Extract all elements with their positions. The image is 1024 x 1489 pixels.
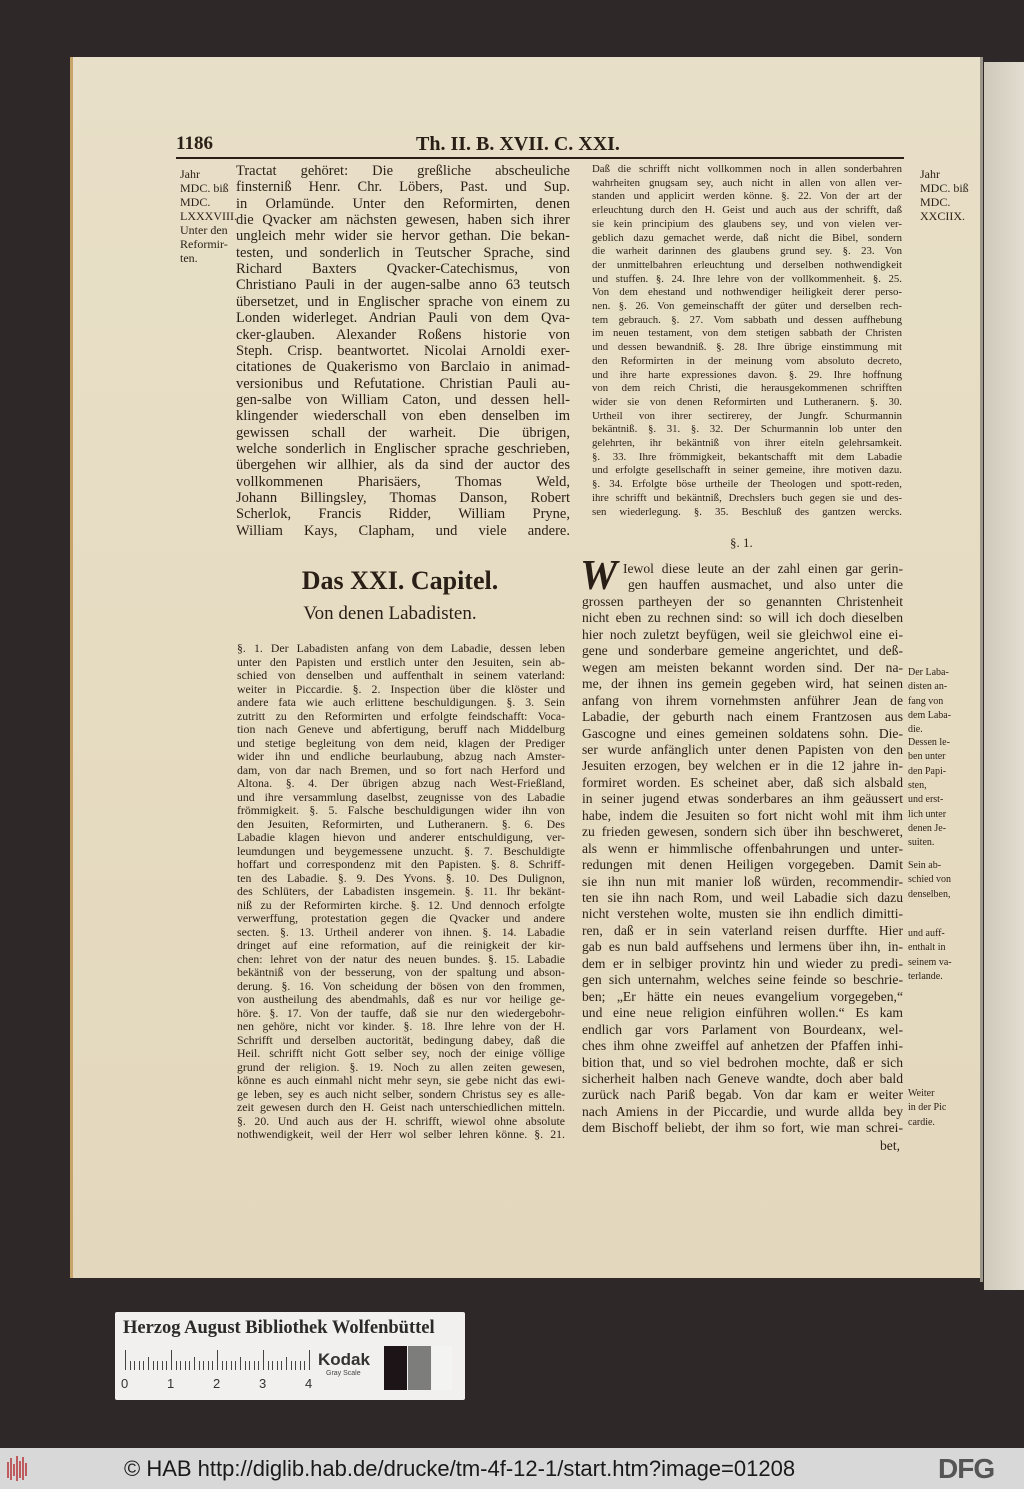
margin-note-line: MDC. biß bbox=[920, 181, 969, 195]
text-line: Labadie klagen hievon und anderer entschuldigung, ver- bbox=[237, 830, 565, 844]
ruler-tick bbox=[222, 1361, 223, 1370]
text-line: niß zu der Reformirten kirche. §. 12. Und dennoch erfolgte bbox=[237, 897, 565, 912]
ruler-number: 4 bbox=[305, 1376, 313, 1391]
library-name: Herzog August Bibliothek Wolfenbüttel bbox=[123, 1318, 435, 1338]
margin-note-line: disten an- bbox=[908, 681, 948, 693]
right-column-top bbox=[592, 163, 902, 519]
ruler-tick bbox=[240, 1357, 241, 1370]
text-line: finsterniß Henr. Chr. Löbers, Past. und Sup. bbox=[236, 179, 570, 196]
chapter-summary bbox=[237, 641, 565, 1141]
text-line: secten. §. 13. Urtheil anderer von ihnen. §. 14. Labadie bbox=[237, 924, 565, 939]
ruler-tick bbox=[139, 1361, 140, 1370]
text-line: Jesuiten erzogen, bey welchen er in die 12 jahre in- bbox=[582, 758, 903, 774]
gray-scale-text: Gray Scale bbox=[326, 1370, 361, 1377]
ruler-number: 0 bbox=[121, 1376, 129, 1391]
text-line: wahrheiten gnugsam sey, auch nicht in allen von allen ver- bbox=[592, 176, 902, 189]
margin-note-line: Weiter bbox=[908, 1088, 935, 1099]
ruler-tick bbox=[194, 1357, 195, 1370]
text-line: hoffart und correspondenz mit den Papisten. §. 8. Schriff- bbox=[237, 857, 565, 871]
ruler-tick bbox=[277, 1361, 278, 1370]
text-line: bekäntniß von der besserung, von der spaltung und abson- bbox=[237, 965, 565, 979]
ruler-tick bbox=[199, 1361, 200, 1370]
text-line: übersetzet, und in Englischer sprache von einem zu bbox=[236, 293, 570, 310]
text-line: die warheit darinnen des glaubens grund sey. §. 23. Von bbox=[592, 245, 902, 258]
ruler-tick bbox=[189, 1361, 190, 1370]
margin-note-line: und erst- bbox=[908, 794, 944, 806]
chapter-title: Das XXI. Capitel. bbox=[301, 566, 499, 595]
text-line: §. 20. Und auch aus der H. schrifft, wiewol ohne absolute bbox=[237, 1113, 565, 1128]
text-line: habe, indem die Jesuiten so fort nicht wohl mit ihm bbox=[582, 807, 903, 823]
text-line: cker-glauben. Alexander Roßens historie von bbox=[236, 326, 570, 343]
margin-note-line: seinem va- bbox=[908, 956, 952, 968]
margin-note-line: und auff- bbox=[908, 928, 945, 939]
text-line: könne es auch einmahl nicht mehr seyn, sie gebe nicht das ewi- bbox=[237, 1073, 565, 1087]
header-rule bbox=[176, 157, 904, 159]
ruler-tick bbox=[125, 1350, 126, 1370]
text-line: verwerffung, protestation gegen die Qvacker und andere bbox=[237, 911, 565, 925]
ruler-tick bbox=[134, 1361, 135, 1370]
text-line: bekäntniß. §. 31. §. 32. Der Schurmannin lob unter den bbox=[592, 423, 902, 436]
text-line: den Jesuiten, Reformirten, und Lutheranern. §. 6. Des bbox=[237, 816, 565, 831]
adjacent-page-edge bbox=[984, 62, 1024, 1290]
text-line: der unmittelbahren erleuchtung und derselben nothwendigkeit bbox=[592, 258, 902, 271]
text-line: §. 1. Der Labadisten anfang von dem Labadie, dessen leben bbox=[237, 641, 565, 655]
margin-note-line: terlande. bbox=[908, 970, 943, 982]
margin-note-line: in der Pic bbox=[908, 1102, 947, 1114]
text-line: standen und applicirt werden könne. §. 22. Von der art der bbox=[592, 190, 902, 203]
ruler-tick bbox=[304, 1361, 305, 1370]
text-line: zutritt zu den Reformirten und erfolgte feindschafft: Voca- bbox=[237, 708, 565, 723]
ruler bbox=[125, 1350, 315, 1370]
text-line: klingender wiederschall von eben denselben im bbox=[236, 408, 570, 425]
text-line: dem Bischoff beliebt, der ihm so fort, wie man schrei- bbox=[582, 1120, 903, 1136]
text-line: §. 33. Ihre frömmigkeit, bekantschafft mit dem Labadie bbox=[592, 450, 902, 463]
ruler-tick bbox=[272, 1361, 273, 1370]
text-line: erleuchtung durch den H. Geist und auch aus der schrifft, daß bbox=[592, 204, 902, 217]
text-line: hier noch zuletzt beyfügen, weil sie gleichwol eine ei- bbox=[582, 626, 903, 642]
text-line: Daß die schrifft nicht vollkommen noch in allen sonderbahren bbox=[592, 163, 902, 175]
text-line: endlich gar vors Parlament von Bourdeanx, wel- bbox=[582, 1021, 903, 1037]
gray-swatch bbox=[432, 1346, 452, 1390]
text-line: §. 34. Erfolgte böse urtheile der Theologen und spott-reden, bbox=[592, 478, 902, 491]
page-number: 1186 bbox=[176, 133, 213, 154]
margin-note-line: sten, bbox=[908, 779, 927, 791]
text-line: von austheilung des abendmahls, daß es nur vor heilige ge- bbox=[237, 992, 565, 1006]
text-line: den Reformirten in der meinung vom absoluto decreto, bbox=[592, 354, 902, 367]
margin-note-line: dem Laba- bbox=[908, 709, 952, 721]
margin-note-line: fang von bbox=[908, 695, 944, 707]
margin-note-line: Sein ab- bbox=[908, 860, 942, 871]
kodak-logo: Kodak bbox=[318, 1350, 370, 1369]
margin-note-line: MDC. biß bbox=[180, 181, 229, 195]
text-line: citationes de Quakerismo von Barclaio in animad- bbox=[236, 359, 570, 376]
text-line: Richard Baxters Qvacker-Catechismus, von bbox=[236, 261, 570, 278]
chapter-subtitle: Von denen Labadisten. bbox=[303, 603, 477, 624]
text-line: wider sie von denen Reformirten und Lutheranern. §. 30. bbox=[592, 395, 902, 408]
text-line: Urtheil von ihrer sectirerey, der Jungfr. Schurmannin bbox=[592, 409, 902, 422]
text-line: gen hauffen ausmachet, und also unter die bbox=[628, 577, 903, 593]
margin-note-line: LXXXVIII. bbox=[180, 209, 237, 223]
text-line: geblich dazu gemachet werde, daß nicht die Bibel, sondern bbox=[592, 231, 902, 244]
text-line: nach Amiens in der Piccardie, und wurde allda bey bbox=[582, 1103, 903, 1119]
text-line: Tractat gehöret: Die greßliche abscheuliche bbox=[236, 163, 570, 179]
text-line: Johann Billingsley, Thomas Danson, Robert bbox=[236, 490, 570, 506]
ruler-tick bbox=[153, 1361, 154, 1370]
margin-note-line: Jahr bbox=[180, 167, 200, 181]
ruler-tick bbox=[157, 1361, 158, 1370]
ruler-tick bbox=[180, 1361, 181, 1370]
text-line: ser wurde anfänglich unter denen Papisten von den bbox=[582, 741, 903, 757]
ruler-tick bbox=[226, 1361, 227, 1370]
text-line: ihre schrifft und bekäntniß, Drechslers buch gegen sie und des- bbox=[592, 491, 902, 504]
margin-note-line: lich unter bbox=[908, 808, 947, 820]
dfg-logo: DFG bbox=[938, 1453, 995, 1484]
margin-note-line: denselben, bbox=[908, 888, 951, 900]
gray-swatch bbox=[408, 1346, 431, 1390]
text-line: zeit gewesen durch den H. Geist nach unterschiedlichen mitteln. bbox=[237, 1100, 565, 1114]
ruler-tick bbox=[249, 1361, 250, 1370]
ruler-number: 1 bbox=[167, 1376, 175, 1391]
margin-note-line: cardie. bbox=[908, 1116, 935, 1128]
ruler-tick bbox=[254, 1361, 255, 1370]
text-line: dringet auf eine reformation, auf die reinigkeit der kir- bbox=[237, 938, 565, 952]
ruler-tick bbox=[231, 1361, 232, 1370]
text-line: gen sich unternahm, welches seine feinde so beschrie- bbox=[582, 972, 903, 988]
text-line: sicherheit halben nach Geneve wandte, doch aber bald bbox=[582, 1070, 903, 1086]
text-line: frömmigkeit. §. 5. Falsche beschuldigungen wider ihn von bbox=[237, 803, 565, 817]
text-line: ches ihm ohne zweiffel auf anhetzen der Pfaffen inhi- bbox=[582, 1038, 903, 1054]
ruler-tick bbox=[295, 1361, 296, 1370]
footer-bar bbox=[0, 1448, 1024, 1489]
margin-note-line: ten. bbox=[180, 251, 198, 265]
text-line: grossen partheyen der so genannten Christenheit bbox=[582, 593, 903, 609]
text-line: wegen am meisten bekannt worden sind. Der na- bbox=[582, 659, 903, 675]
page-edge bbox=[980, 57, 983, 1282]
text-line: und erfolgte gesellschafft in seiner gemeine, ihre motiven dazu. bbox=[592, 464, 902, 477]
ruler-number: 3 bbox=[259, 1376, 267, 1391]
text-line: chen: lehret von der natur des neuen bundes. §. 15. Labadie bbox=[237, 951, 565, 966]
text-line: testen, und sonderlich in Teutscher Sprache, sind bbox=[236, 244, 570, 261]
text-line: nicht verstehen wolte, musten sie ihn endlich dimitti- bbox=[582, 906, 903, 922]
ruler-tick bbox=[203, 1361, 204, 1370]
text-line: ren, daß er in sein vaterland reisen durffte. Hier bbox=[582, 922, 903, 938]
ruler-tick bbox=[286, 1357, 287, 1370]
ruler-tick bbox=[143, 1361, 144, 1370]
text-line: redungen mit denen Heiligen vorgegeben. Damit bbox=[582, 857, 903, 873]
left-column-top bbox=[236, 163, 570, 539]
gray-swatch bbox=[384, 1346, 407, 1390]
margin-note-line: suiten. bbox=[908, 837, 935, 849]
text-line: in seiner jugend etwas sonderbares an ihm geäussert bbox=[582, 791, 903, 807]
text-line: tion nach Geneve und abfertigung, beruff nach Middelburg bbox=[237, 722, 565, 736]
ruler-tick bbox=[235, 1361, 236, 1370]
ruler-tick bbox=[130, 1361, 131, 1370]
margin-note-line: Reformir- bbox=[180, 237, 228, 251]
ruler-tick bbox=[263, 1350, 264, 1370]
text-line: formiret worden. Es scheinet aber, daß sich alsbald bbox=[582, 774, 903, 790]
text-line: nicht eben zu rechnen sind: so will ich doch dieselben bbox=[582, 610, 903, 626]
text-line: gewissen schall der warheit. Die übrigen, bbox=[236, 424, 570, 441]
text-line: höre. §. 17. Von der tauffe, daß sie nur den wiedergebohr- bbox=[237, 1005, 565, 1020]
text-line: gab es nun bald auffsehens und lermens über ihn, in- bbox=[582, 939, 903, 955]
ruler-tick bbox=[148, 1357, 149, 1370]
text-line: Christiano Pauli in der augen-salbe anno 63 teutsch bbox=[236, 277, 570, 294]
ruler-tick bbox=[300, 1361, 301, 1370]
margin-note-line: MDC. bbox=[920, 195, 951, 209]
text-line: zu frieden gewesen, sondern sich über ihn beschweret, bbox=[582, 824, 903, 840]
margin-note-line: die. bbox=[908, 724, 923, 736]
margin-note-line: denen Je- bbox=[908, 822, 947, 834]
text-line: zurück nach Pariß begab. Von dar kam er weiter bbox=[582, 1087, 903, 1103]
text-line: sie kein principium des glaubens sey, und von vielen ver- bbox=[592, 217, 902, 230]
ruler-tick bbox=[281, 1361, 282, 1370]
text-line: ge leben, sey es auch nicht selber, sondern Christus sey es alle- bbox=[237, 1086, 565, 1101]
text-line: weiter in Piccardie. §. 2. Inspection über die klöster und bbox=[237, 681, 565, 696]
text-line: sen wiederlegung. §. 35. Beschluß des gantzen wercks. bbox=[592, 505, 902, 518]
ruler-tick bbox=[171, 1350, 172, 1370]
ruler-tick bbox=[185, 1361, 186, 1370]
text-line: dam, von dar nach Bremen, und so fort nach Herford und bbox=[237, 762, 565, 777]
text-line: bition that, und so viel bedrohen mochte, daß er sich bbox=[582, 1054, 903, 1070]
text-line: und stetige begleitung von dem neid, klagen der Prediger bbox=[237, 735, 565, 750]
ruler-tick bbox=[245, 1361, 246, 1370]
margin-note-line: Unter den bbox=[180, 223, 228, 237]
margin-note-line: schied von bbox=[908, 874, 952, 886]
scale-label bbox=[115, 1312, 465, 1400]
text-line: nen. §. 26. Von gemeinschafft der güter und derselben rech- bbox=[592, 300, 902, 312]
text-line: ten des Labadie. §. 9. Des Yvons. §. 10. Des Dulignon, bbox=[237, 870, 565, 885]
text-line: des Schlüters, der Labadisten insgemein. §. 11. Ihr bekänt- bbox=[237, 884, 565, 898]
text-line: Altona. §. 4. Der übrigen abzug nach West-Frießland, bbox=[237, 776, 565, 790]
ruler-tick bbox=[208, 1361, 209, 1370]
text-line: Scherlok, Francis Ridder, William Pryne, bbox=[236, 506, 570, 523]
ruler-tick bbox=[212, 1361, 213, 1370]
margin-note-line: MDC. bbox=[180, 195, 211, 209]
text-line: gen-salbe von William Caton, und dessen hell- bbox=[236, 391, 570, 408]
catchword: bet, bbox=[880, 1138, 901, 1153]
text-line: andere fata wie auch erlittene beschuldigungen. §. 3. Sein bbox=[237, 695, 565, 709]
text-line: in Orlamünde. Unter den Reformirten, denen bbox=[236, 195, 570, 212]
text-line: und dessen bewandniß. §. 28. Ihre übrige einstimmung mit bbox=[592, 341, 902, 354]
text-line: William Kays, Clapham, und viele andere. bbox=[236, 522, 570, 539]
running-title: Th. II. B. XVII. C. XXI. bbox=[416, 133, 620, 155]
text-line: Labadie, der geburth nach einem Frantzosen aus bbox=[582, 709, 903, 725]
text-line: sie ihn nun mit manier loß würden, recommendir- bbox=[582, 873, 903, 889]
margin-note-line: enthalt in bbox=[908, 942, 946, 954]
text-line: als wenn er himmlische offenbahrungen und unter- bbox=[582, 840, 903, 856]
ruler-tick bbox=[217, 1350, 218, 1370]
margin-note-line: Jahr bbox=[920, 167, 940, 181]
ruler-tick bbox=[309, 1350, 310, 1370]
copyright-link[interactable]: © HAB http://diglib.hab.de/drucke/tm-4f-12-1/start.htm?image=01208 bbox=[124, 1456, 796, 1481]
margin-note-line: XXCIIX. bbox=[920, 209, 965, 223]
text-line: übergehen wir allhier, als da sind der auctor des bbox=[236, 457, 570, 474]
margin-note-line: Dessen le- bbox=[908, 737, 950, 748]
ruler-tick bbox=[268, 1361, 269, 1370]
text-line: die Qvacker am nächsten gewesen, haben sich ihrer bbox=[236, 212, 570, 229]
margin-note-line: ben unter bbox=[908, 751, 946, 763]
text-line: nen gehöre, nicht vor kinder. §. 18. Ihre lehre von der H. bbox=[237, 1019, 565, 1033]
text-line: gelehrten, ihr bekäntniß von ihrer eiteln gelehrsamkeit. bbox=[592, 437, 902, 449]
ruler-tick bbox=[258, 1361, 259, 1370]
text-line: ungleich mehr wider sie hervor gethan. Die bekan- bbox=[236, 228, 570, 245]
text-line: und eine neue religion einführen wollen.“ Es kam bbox=[582, 1005, 903, 1021]
text-line: Schrifft und derselben auctorität, bedingung dabey, daß die bbox=[237, 1032, 565, 1047]
text-line: leumdungen und beygemessene unzucht. §. 7. Beschuldigte bbox=[237, 843, 565, 858]
text-line: und ihre versammlung daselbst, zeugnisse von des Labadie bbox=[237, 789, 565, 804]
text-line: Iewol diese leute an der zahl einen gar gerin- bbox=[623, 561, 903, 576]
ruler-tick bbox=[291, 1361, 292, 1370]
ruler-number: 2 bbox=[213, 1376, 221, 1391]
drop-cap: W bbox=[580, 553, 618, 599]
text-line: anfang von ihrem vornehmsten anführer Jean de bbox=[582, 692, 903, 708]
text-line: wider ihn und endliche beurlaubung, abzug nach Amster- bbox=[237, 749, 565, 763]
text-line: welche sonderlich in Englischer sprache geschrieben, bbox=[236, 440, 570, 457]
chapter-body bbox=[582, 561, 903, 1137]
text-line: im neuen testament, von dem stetigen sabbath der Christen bbox=[592, 327, 902, 340]
text-line: ten sie ihn nach Rom, und weil Labadie sich dazu bbox=[582, 890, 903, 905]
margin-note-line: den Papi- bbox=[908, 765, 947, 777]
text-line: und ihre harte expressiones davon. §. 29. Ihre hoffnung bbox=[592, 368, 902, 381]
text-line: ben; „Er hätte ein neues evangelium vorgegeben,“ bbox=[582, 988, 903, 1004]
text-line: unter den Papisten und erstlich unter den Jesuiten, sein ab- bbox=[237, 654, 565, 669]
hab-logo-icon bbox=[6, 1454, 28, 1482]
text-line: me, der ihnen ins gemein gegeben wird, hat seinen bbox=[582, 676, 903, 692]
text-line: schied von denselben und auffenthalt in seinem vaterland: bbox=[237, 668, 565, 682]
margin-note-line: Der Laba- bbox=[908, 667, 949, 678]
ruler-tick bbox=[162, 1361, 163, 1370]
text-line: nothwendigkeit, weil der Herr wol selber lehren könne. §. 21. bbox=[237, 1127, 565, 1141]
text-line: versionibus und Refutatione. Christian Pauli au- bbox=[236, 375, 570, 392]
text-line: Heil. schrifft nicht Gott selber sey, noch der einige völlige bbox=[237, 1046, 565, 1060]
text-line: grund der religion. §. 19. Noch zu allen zeiten gewesen, bbox=[237, 1059, 565, 1074]
text-line: gene und sonderbare gemeine angerichtet, und deß- bbox=[582, 643, 903, 659]
section-mark: §. 1. bbox=[730, 535, 753, 550]
text-line: und stuffen. §. 24. Ihre lehre von der vollkommenheit. §. 25. bbox=[592, 272, 902, 285]
text-line: Von dem ehestand und nothwendiger heiligkeit derer perso- bbox=[592, 286, 902, 299]
text-line: Gascogne und eines gemeinen soldatens sohn. Die- bbox=[582, 725, 903, 741]
ruler-tick bbox=[166, 1361, 167, 1370]
text-line: tem gebrauch. §. 27. Vom sabbath und dessen auffhebung bbox=[592, 313, 902, 326]
text-line: derung. §. 16. Von scheidung der bösen von den frommen, bbox=[237, 978, 565, 993]
ruler-tick bbox=[176, 1361, 177, 1370]
text-line: vollkommenen Pharisäers, Thomas Weld, bbox=[236, 473, 570, 490]
text-line: Steph. Crisp. beantwortet. Nicolai Arnoldi exer- bbox=[236, 342, 570, 359]
text-line: Londen widerleget. Andrian Pauli von dem Qva- bbox=[236, 310, 570, 327]
text-line: dem er in selbiger provintz hin und wieder zu predi- bbox=[582, 955, 903, 971]
text-line: von dem reich Christi, die herausgekommenen schrifften bbox=[592, 382, 902, 395]
